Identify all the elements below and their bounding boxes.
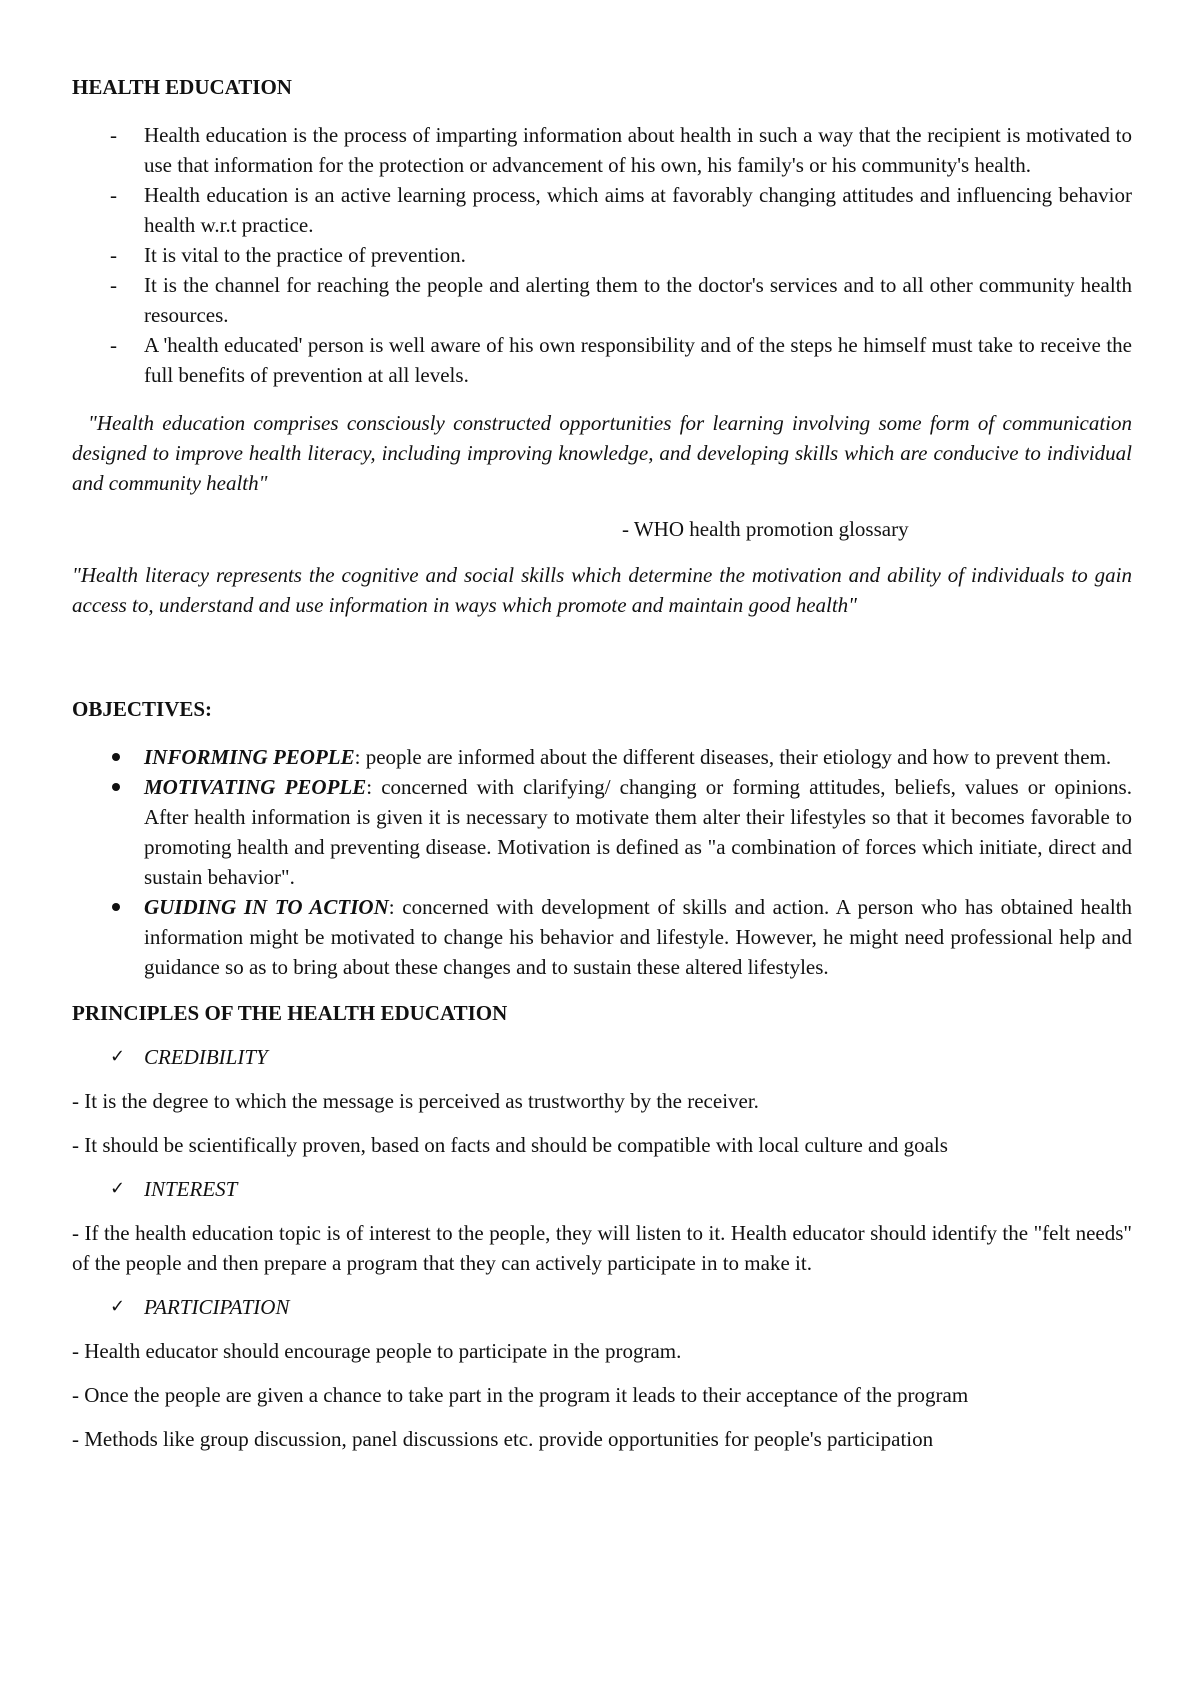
objective-text: : concerned with clarifying/ changing or forming attitudes, beliefs, values or opinions. After health information is given it is necessary to motivate them alter their lifestyles so that it becomes favorable to promoting health and preventing disease. Motivation is defined as "a combination of forces which initiate, direct and sustain behavior". [144, 775, 1132, 889]
objective-item [72, 892, 1132, 982]
principle-interest [72, 1174, 1132, 1204]
bullet-icon [112, 903, 120, 911]
principle-line: - If the health education topic is of interest to the people, they will listen to it. Health educator should identify the "felt needs" of the people and then prepare a program that they can actively participate in to make it. [72, 1221, 1132, 1275]
principle-line: - Methods like group discussion, panel discussions etc. provide opportunities for people's participation [72, 1427, 934, 1451]
list-item [72, 270, 1132, 330]
principle-credibility [72, 1042, 1132, 1072]
objective-item [72, 772, 1132, 892]
dash-marker: - [110, 123, 117, 147]
objective-term: GUIDING IN TO ACTION [144, 895, 389, 919]
checkmark-icon: ✓ [110, 1046, 126, 1067]
principle-label: PARTICIPATION [144, 1295, 290, 1319]
dash-marker: - [110, 183, 117, 207]
health-education-heading: HEALTH EDUCATION [72, 75, 292, 99]
dash-marker: - [110, 273, 117, 297]
principle-line: - Once the people are given a chance to take part in the program it leads to their acceptance of the program [72, 1383, 969, 1407]
objective-text: : people are informed about the different diseases, their etiology and how to prevent them. [354, 745, 1112, 769]
list-item [72, 120, 1132, 180]
principle-line: - Health educator should encourage people to participate in the program. [72, 1339, 682, 1363]
principle-line: - It should be scientifically proven, based on facts and should be compatible with local culture and goals [72, 1133, 948, 1157]
dash-marker: - [110, 333, 117, 357]
list-item [72, 330, 1132, 390]
list-item-text: It is vital to the practice of prevention. [144, 243, 466, 267]
principle-label: CREDIBILITY [144, 1045, 268, 1069]
health-literacy-quote: "Health literacy represents the cognitive and social skills which determine the motivation and ability of individuals to gain access to, understand and use information in ways which promote and maintain good health" [72, 563, 1132, 617]
bullet-icon [112, 783, 120, 791]
list-item-text: Health education is the process of imparting information about health in such a way that the recipient is motivated to use that information for the protection or advancement of his own, his family's or his community's health. [144, 123, 1132, 177]
list-item-text: A 'health educated' person is well aware of his own responsibility and of the steps he himself must take to receive the full benefits of prevention at all levels. [144, 333, 1132, 387]
objectives-list [72, 742, 1132, 982]
checkmark-icon: ✓ [110, 1296, 126, 1317]
objective-text: : concerned with development of skills and action. A person who has obtained health information might be motivated to change his behavior and lifestyle. However, he might need professional help and guidance so as to bring about these changes and to sustain these altered lifestyles. [144, 895, 1132, 979]
health-education-points [72, 120, 1132, 390]
list-item [72, 240, 1132, 270]
dash-marker: - [110, 243, 117, 267]
principle-label: INTEREST [144, 1177, 238, 1201]
principles-heading: PRINCIPLES OF THE HEALTH EDUCATION [72, 1001, 508, 1025]
list-item-text: Health education is an active learning process, which aims at favorably changing attitudes and influencing behavior health w.r.t practice. [144, 183, 1132, 237]
bullet-icon [112, 753, 120, 761]
objective-term: MOTIVATING PEOPLE [144, 775, 367, 799]
objective-term: INFORMING PEOPLE [144, 745, 355, 769]
quote-attribution: - WHO health promotion glossary [622, 517, 909, 541]
list-item-text: It is the channel for reaching the people and alerting them to the doctor's services and to all other community health resources. [144, 273, 1132, 327]
list-item [72, 180, 1132, 240]
objectives-heading: OBJECTIVES: [72, 697, 213, 721]
checkmark-icon: ✓ [110, 1178, 126, 1199]
principle-line: - It is the degree to which the message is perceived as trustworthy by the receiver. [72, 1089, 759, 1113]
objective-item [72, 742, 1132, 772]
who-definition-quote: "Health education comprises consciously constructed opportunities for learning involving some form of communication designed to improve health literacy, including improving knowledge, and developing skills which are conducive to individual and community health" [72, 411, 1132, 495]
principle-participation [72, 1292, 1132, 1322]
